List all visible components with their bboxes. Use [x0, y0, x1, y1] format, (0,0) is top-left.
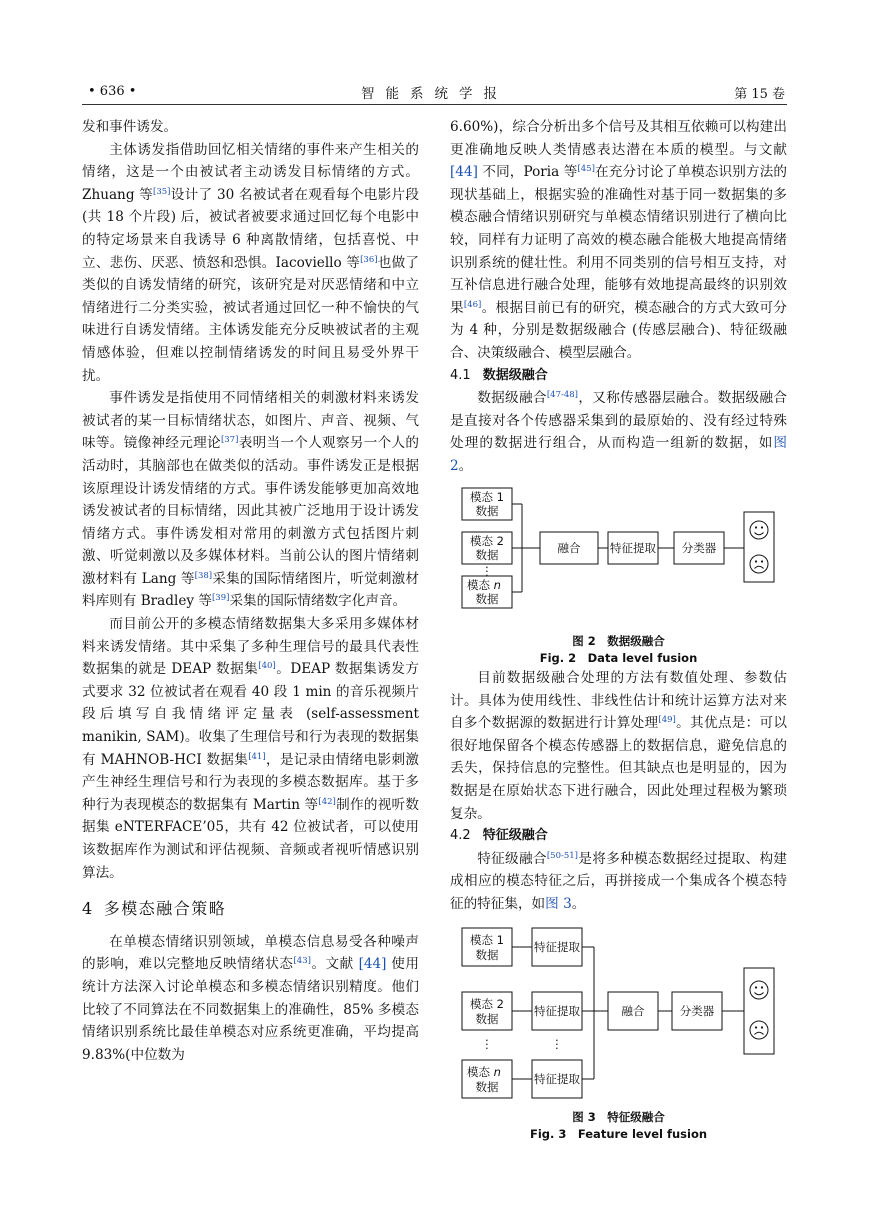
section-heading: 4 多模态融合策略: [82, 899, 227, 919]
left-column: [82, 116, 419, 1066]
figure-link[interactable]: 图 2: [450, 435, 787, 474]
paragraph: 发和事件诱发。: [82, 119, 178, 135]
citation[interactable]: [35]: [153, 186, 171, 197]
page-number: • 636 •: [88, 84, 137, 99]
citation[interactable]: [46]: [463, 299, 482, 310]
citation[interactable]: [43]: [293, 956, 311, 967]
paragraph: 目前数据级融合处理的方法有数值处理、参数估计。具体为使用线性、非线性估计和统计运算方法对来自多个数据源的数据进行计算处理[49]。其优点是：可以很好地保留各个模态传感器上的数据信息，避免信息的丢失，保持信息的完整性。但其缺点也是明显的，因为数据是在原始状态下进行融合，因此处理过程极为繁琐复杂。: [450, 670, 788, 822]
svg-text:模态 n: 模态 n: [467, 577, 501, 592]
paragraph: 在单模态情绪识别领域，单模态信息易受各种噪声的影响，难以完整地反映情绪状态[43]。文献 [44] 使用统计方法深入讨论单模态和多模态情绪识别精度。他们比较了不同算法在不同数据集上的准确性，85% 多模态情绪识别系统比最佳单模态对应系统更准确，平均提高 9.83%(中位数为: [82, 933, 420, 1063]
paragraph: 特征级融合[50-51]是将多种模态数据经过提取、构建成相应的模态特征之后，再拼接成一个集成各个模态特征的特征集，如图 3。: [450, 850, 788, 913]
svg-text:模态 1: 模态 1: [470, 489, 504, 504]
svg-text:⋮: ⋮: [481, 1036, 493, 1051]
svg-text:特征提取: 特征提取: [534, 939, 580, 954]
svg-text:特征提取: 特征提取: [534, 1071, 580, 1086]
svg-text:数据: 数据: [475, 1079, 499, 1094]
svg-text:模态 1: 模态 1: [470, 932, 504, 947]
paragraph: 事件诱发是指使用不同情绪相关的刺激材料来诱发被试者的某一目标情绪状态，如图片、声音、视频、气味等。镜像神经元理论[37]表明当一个人观察另一个人的活动时，其脑部也在做类似的活动。事件诱发正是根据该原理设计诱发情绪的方式。事件诱发能够更加高效地诱发被试者的目标情绪，因此其被广泛地用于设计诱发情绪方式。事件诱发相对常用的刺激方式包括图片刺激、听觉刺激以及多媒体材料。当前公认的图片情绪刺激材料有 Lang 等[38]采集的国际情绪图片，听觉刺激材料库则有 Bradley 等[39]采集的国际情绪数字化声音。: [82, 390, 420, 610]
citation[interactable]: [44]: [450, 164, 478, 181]
citation[interactable]: [37]: [220, 435, 239, 446]
feature-fusion-diagram: [450, 922, 787, 1100]
emotion-output-box: [744, 512, 774, 582]
paragraph: 而目前公开的多模态情绪数据集大多采用多媒体材料来诱发情绪。其中采集了多种生理信号的最具代表性数据集的就是 DEAP 数据集[40]。DEAP 数据集诱发方式要求 32 位被试者在观看 40 段 1 min 的音乐视频片段后填写自我情绪评定量表 (self-assessment manikin, SAM)。收集了生理信号和行为表现的数据集有 MAHNOB-HCI 数据集[41]，是记录由情绪电影刺激产生神经生理信号和行为表现的多模态数据库。基于多种行为表现模态的数据集有 Martin 等[42]制作的视听数据集 eNTERFACE’05，共有 42 位被试者，可以使用该数据库作为测试和评估视频、音频或者视听情感识别算法。: [82, 616, 420, 881]
face-eyes: [755, 986, 763, 1028]
citation[interactable]: [38]: [194, 570, 213, 581]
face-eyes: [755, 526, 763, 562]
svg-text:⋮: ⋮: [551, 1036, 563, 1051]
subsection-heading: 4.1 数据级融合: [450, 367, 548, 383]
figure-2: [450, 484, 787, 668]
volume-label: 第 15 卷: [734, 87, 785, 102]
svg-text:分类器: 分类器: [681, 540, 717, 555]
citation[interactable]: [40]: [258, 661, 276, 672]
svg-text:数据: 数据: [475, 547, 499, 562]
journal-name: 智能系统学报: [361, 86, 508, 102]
citation[interactable]: [50-51]: [546, 850, 578, 861]
svg-text:分类器: 分类器: [679, 1003, 715, 1018]
citation[interactable]: [47-48]: [546, 390, 578, 401]
svg-text:融合: 融合: [557, 540, 581, 555]
citation[interactable]: [44]: [358, 956, 387, 973]
svg-text:融合: 融合: [621, 1003, 645, 1018]
paragraph: 主体诱发指借助回忆相关情绪的事件来产生相关的情绪，这是一个由被试者主动诱发目标情绪的方式。Zhuang 等[35]设计了 30 名被试者在观看每个电影片段 (共 18 个片段) 后，被试者被要求通过回忆每个电影中的特定场景来自我诱导 6 种离散情绪，包括喜悦、中立、悲伤、厌恶、愤怒和恐惧。Iacoviello 等[36]也做了类似的自诱发情绪的研究，该研究是对厌恶情绪和中立情绪进行二分类实验，被试者通过回忆一种不愉快的气味进行自诱发情绪。主体诱发能充分反映被试者的主观情感体验，但难以控制情绪诱发的时间且易受外界干扰。: [82, 141, 420, 384]
figure-3-caption: 图 3 特征级融合 Fig. 3 Feature level fusion: [529, 1110, 708, 1142]
svg-text:数据: 数据: [475, 591, 499, 606]
figure-2-caption: 图 2 数据级融合 Fig. 2 Data level fusion: [539, 634, 698, 666]
svg-text:数据: 数据: [475, 947, 499, 962]
subsection-heading: 4.2 特征级融合: [450, 828, 548, 844]
svg-text:数据: 数据: [475, 1011, 499, 1026]
svg-text:模态 2: 模态 2: [470, 533, 504, 548]
paragraph: 6.60%)，综合分析出多个信号及其相互依赖可以构建出更准确地反映人类情感表达潜在本质的模型。与文献 [44] 不同，Poria 等[45]在充分讨论了单模态识别方法的现状基础上，根据实验的准确性对基于同一数据集的多模态融合情绪识别研究与单模态情绪识别进行了横向比较，同样有力证明了高效的模态融合能极大地提高情绪识别系统的健壮性。利用不同类别的信号相互支持，对互补信息进行融合处理，能够有效地提高最终的识别效果[46]。根据目前已有的研究，模态融合的方式大致可分为 4 种，分别是数据级融合 (传感层融合)、特征级融合、决策级融合、模型层融合。: [450, 119, 788, 361]
citation[interactable]: [36]: [360, 254, 378, 265]
svg-text:特征提取: 特征提取: [534, 1003, 580, 1018]
citation[interactable]: [39]: [211, 593, 230, 604]
svg-text:数据: 数据: [475, 503, 499, 518]
svg-text:⋮: ⋮: [481, 563, 493, 578]
citation[interactable]: [45]: [577, 164, 595, 175]
svg-text:特征提取: 特征提取: [610, 540, 656, 555]
citation[interactable]: [41]: [248, 751, 266, 762]
citation[interactable]: [49]: [658, 715, 676, 726]
paragraph: 数据级融合[47-48]，又称传感器层融合。数据级融合是直接对各个传感器采集到的最原始的、没有经过特殊处理的数据进行组合，从而构造一组新的数据，如图 2。: [450, 390, 788, 474]
figure-link[interactable]: 图 3: [545, 896, 572, 913]
figure-3: [450, 922, 787, 1144]
citation[interactable]: [42]: [318, 796, 336, 807]
svg-text:模态 2: 模态 2: [470, 996, 504, 1011]
running-header: [82, 80, 787, 105]
svg-text:模态 n: 模态 n: [467, 1064, 501, 1079]
data-fusion-diagram: [450, 484, 787, 624]
right-column: [450, 116, 787, 1143]
